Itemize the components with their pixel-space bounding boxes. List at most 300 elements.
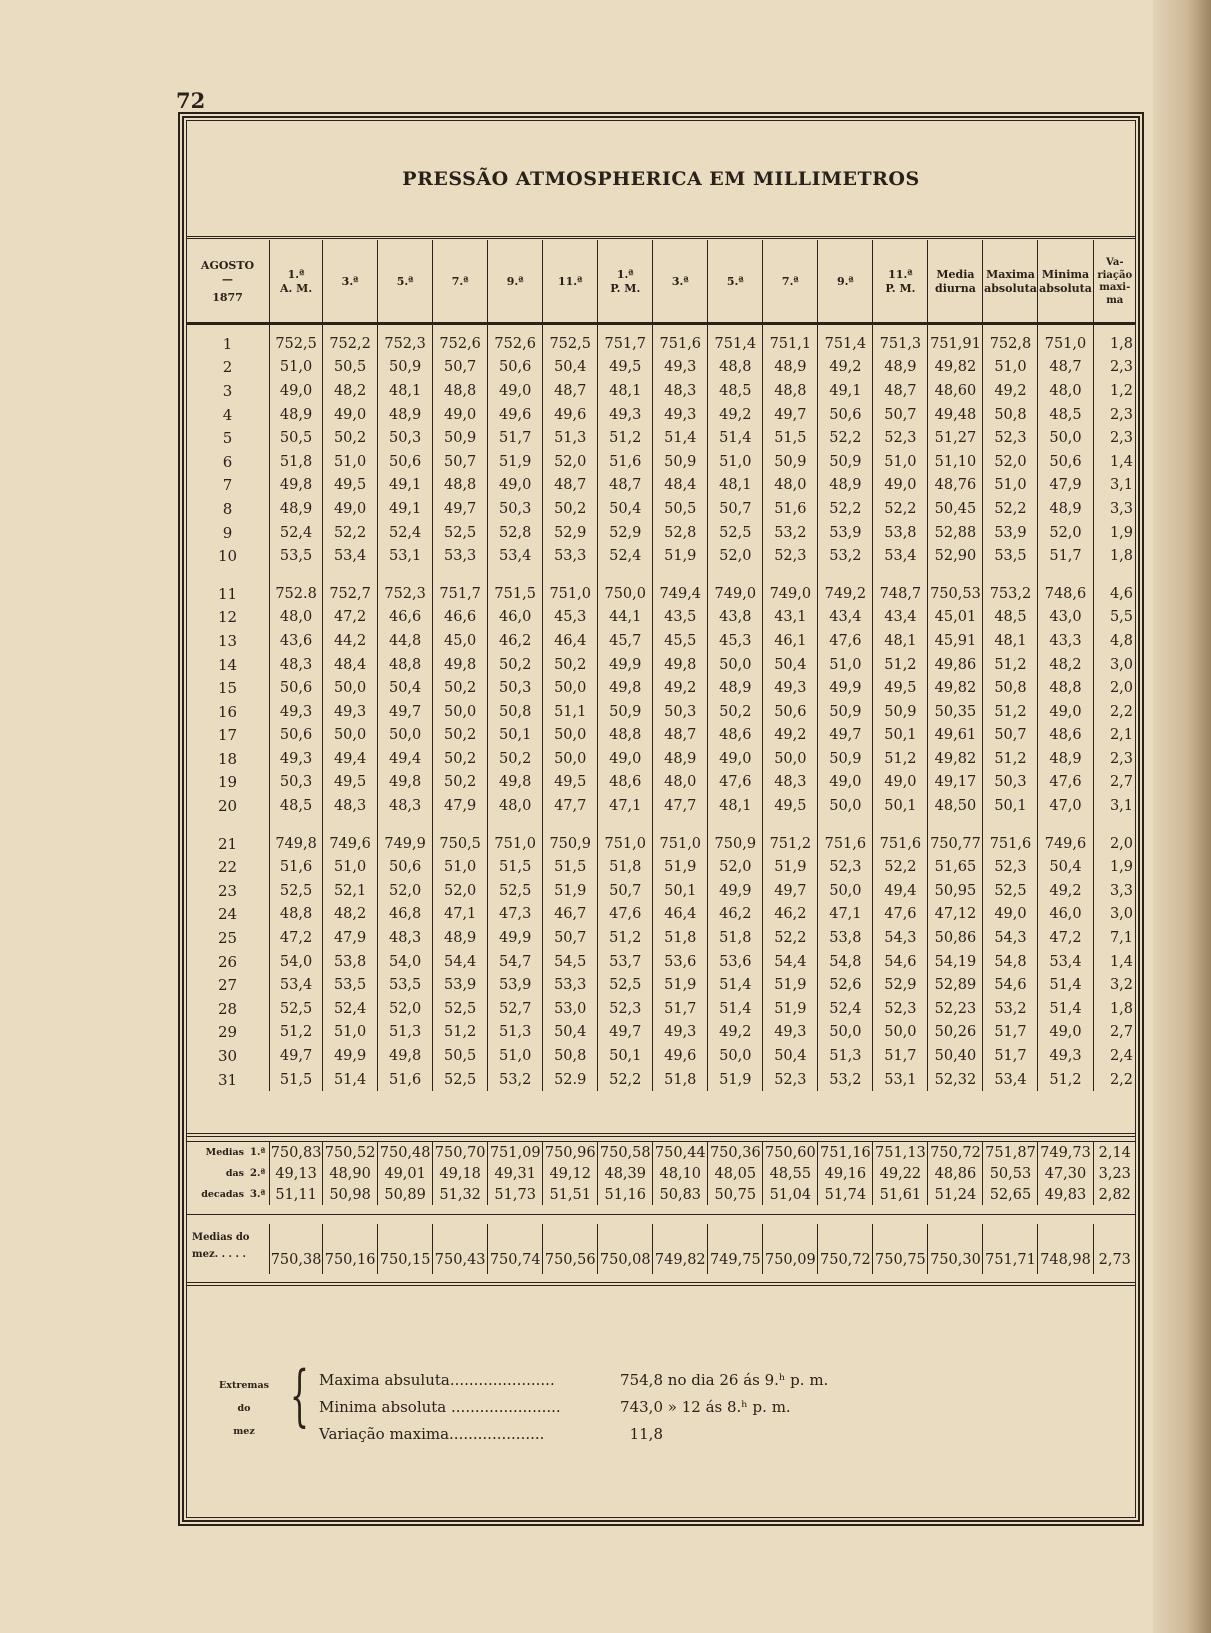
value-cell: 2,3	[1093, 747, 1136, 771]
value-cell: 50,2	[433, 724, 488, 748]
month-mean-cell: 750,72	[818, 1224, 873, 1274]
decade-value-cell: 50,83	[653, 1184, 708, 1205]
header-col-3am	[323, 240, 378, 324]
value-cell: 46,2	[763, 903, 818, 927]
value-cell: 54,5	[543, 950, 598, 974]
value-cell: 54,8	[818, 950, 873, 974]
decade-label-cell	[186, 1184, 270, 1205]
header-col-line1: 3.ª	[341, 275, 359, 289]
header-month	[186, 240, 270, 324]
gap-cell	[186, 568, 270, 582]
value-cell: 48,9	[270, 497, 323, 521]
decade-value-cell: 49,18	[433, 1163, 488, 1184]
value-cell: 50,4	[543, 1021, 598, 1045]
value-cell: 50,0	[543, 747, 598, 771]
header-col-line1: 3.ª	[671, 275, 689, 289]
value-cell: 49,7	[763, 879, 818, 903]
header-col-line1: 11.ª	[888, 268, 913, 282]
gap-cell	[1093, 568, 1136, 582]
header-col-line2: riação	[1097, 269, 1133, 281]
header-col-line2: P. M.	[885, 282, 916, 295]
value-cell: 2,0	[1093, 832, 1136, 856]
header-col-line1: 7.ª	[451, 275, 469, 289]
value-cell: 50,0	[378, 724, 433, 748]
value-cell: 48,3	[763, 771, 818, 795]
value-cell: 47,1	[433, 903, 488, 927]
header-col-9am	[488, 240, 543, 324]
value-cell: 49,3	[1038, 1044, 1093, 1068]
value-cell: 1,4	[1093, 450, 1136, 474]
value-cell: 51,27	[928, 426, 983, 450]
value-cell: 1,8	[1093, 324, 1136, 356]
decade-value-cell: 51,24	[928, 1184, 983, 1205]
value-cell: 47,6	[1038, 771, 1093, 795]
decade-label-word: Medias	[205, 1146, 244, 1158]
decade-value-cell: 751,87	[983, 1142, 1038, 1163]
value-cell: 43,4	[873, 606, 928, 630]
value-cell: 52,5	[433, 521, 488, 545]
value-cell: 50,8	[543, 1044, 598, 1068]
value-cell: 50,1	[873, 724, 928, 748]
value-cell: 51,3	[543, 426, 598, 450]
value-cell: 50,86	[928, 926, 983, 950]
value-cell: 50,3	[378, 426, 433, 450]
value-cell: 50,5	[323, 356, 378, 380]
value-cell: 2,3	[1093, 356, 1136, 380]
value-cell: 51,2	[983, 700, 1038, 724]
value-cell: 50,9	[598, 700, 653, 724]
header-col-line2: A. M.	[279, 282, 313, 295]
value-cell: 54,8	[983, 950, 1038, 974]
day-cell: 3	[222, 381, 233, 400]
value-cell: 48,60	[928, 379, 983, 403]
gap-cell	[433, 818, 488, 832]
value-cell: 52,2	[598, 1068, 653, 1092]
value-cell: 48,7	[543, 474, 598, 498]
decade-value-cell: 51,16	[598, 1184, 653, 1205]
decade-number: 2.ª	[250, 1167, 266, 1179]
value-cell: 50,1	[598, 1044, 653, 1068]
value-cell: 50,9	[818, 700, 873, 724]
value-cell: 50,7	[708, 497, 763, 521]
value-cell: 48,0	[763, 474, 818, 498]
value-cell: 51,6	[763, 497, 818, 521]
table-row	[186, 356, 1136, 380]
gap-cell	[763, 818, 818, 832]
table-row	[186, 747, 1136, 771]
table-row	[186, 653, 1136, 677]
day-cell: 16	[217, 702, 238, 721]
gap-cell	[488, 818, 543, 832]
value-cell: 49,2	[763, 724, 818, 748]
value-cell: 48,1	[708, 794, 763, 818]
decade-label-cell	[186, 1142, 270, 1163]
value-cell: 48,9	[1038, 497, 1093, 521]
value-cell: 749,6	[323, 832, 378, 856]
value-cell: 48,9	[270, 403, 323, 427]
value-cell: 43,6	[270, 629, 323, 653]
value-cell: 48,9	[1038, 747, 1093, 771]
day-cell: 11	[217, 584, 238, 603]
header-col-line1: 9.ª	[836, 275, 854, 289]
value-cell: 50,6	[270, 724, 323, 748]
header-col-line1: 7.ª	[781, 275, 799, 289]
value-cell: 46,0	[1038, 903, 1093, 927]
value-cell: 51,0	[323, 1021, 378, 1045]
value-cell: 751,6	[873, 832, 928, 856]
value-cell: 51,7	[983, 1021, 1038, 1045]
value-cell: 46,2	[488, 629, 543, 653]
gap-cell	[488, 568, 543, 582]
value-cell: 50,5	[653, 497, 708, 521]
value-cell: 52,4	[323, 997, 378, 1021]
gap-cell	[873, 818, 928, 832]
value-cell: 48,8	[433, 474, 488, 498]
value-cell: 49,0	[433, 403, 488, 427]
header-month-label: AGOSTO	[200, 259, 255, 273]
value-cell: 53,2	[818, 544, 873, 568]
header-col-maxima	[983, 240, 1038, 324]
header-col-line1: 5.ª	[396, 275, 414, 289]
value-cell: 49,8	[488, 771, 543, 795]
value-cell: 52,9	[598, 521, 653, 545]
value-cell: 750,9	[543, 832, 598, 856]
decade-value-cell: 50,53	[983, 1163, 1038, 1184]
value-cell: 52,5	[270, 879, 323, 903]
value-cell: 51,4	[1038, 973, 1093, 997]
month-means-label-line2: mez. . . . .	[192, 1249, 246, 1260]
table-row	[186, 879, 1136, 903]
value-cell: 48,6	[598, 771, 653, 795]
value-cell: 750,5	[433, 832, 488, 856]
decade-gap	[186, 568, 1136, 582]
value-cell: 51,9	[763, 997, 818, 1021]
decade-value-cell: 51,61	[873, 1184, 928, 1205]
header-col-minima	[1038, 240, 1093, 324]
decade-value-cell: 48,39	[598, 1163, 653, 1184]
header-col-line2: diurna	[935, 282, 976, 295]
day-cell: 24	[217, 905, 238, 924]
value-cell: 48,8	[1038, 676, 1093, 700]
table-row	[186, 544, 1136, 568]
gap-cell	[378, 568, 433, 582]
value-cell: 751,0	[1038, 324, 1093, 356]
value-cell: 50,4	[763, 1044, 818, 1068]
value-cell: 50,6	[488, 356, 543, 380]
value-cell: 52,3	[873, 426, 928, 450]
header-col-7am	[433, 240, 488, 324]
value-cell: 50,3	[488, 497, 543, 521]
month-mean-cell: 750,43	[433, 1224, 488, 1274]
value-cell: 751,6	[818, 832, 873, 856]
value-cell: 2,7	[1093, 1021, 1136, 1045]
value-cell: 50,7	[598, 879, 653, 903]
extreme-max	[319, 1367, 828, 1394]
decade-value-cell: 3,23	[1093, 1163, 1136, 1184]
decade-value-cell: 48,05	[708, 1163, 763, 1184]
header-col-line1: Minima	[1041, 268, 1090, 282]
value-cell: 51,1	[543, 700, 598, 724]
decade-value-cell: 50,89	[378, 1184, 433, 1205]
value-cell: 48,8	[708, 356, 763, 380]
table-row	[186, 973, 1136, 997]
header-col-5pm	[708, 240, 763, 324]
value-cell: 43,3	[1038, 629, 1093, 653]
value-cell: 50,5	[433, 1044, 488, 1068]
value-cell: 49,7	[270, 1044, 323, 1068]
day-cell: 12	[217, 608, 238, 627]
value-cell: 49,5	[598, 356, 653, 380]
value-cell: 3,2	[1093, 973, 1136, 997]
decade-number: 1.ª	[250, 1146, 266, 1158]
value-cell: 53,4	[983, 1068, 1038, 1092]
value-cell: 48,5	[270, 794, 323, 818]
value-cell: 53,9	[818, 521, 873, 545]
value-cell: 49,5	[543, 771, 598, 795]
value-cell: 53,9	[983, 521, 1038, 545]
value-cell: 52,2	[983, 497, 1038, 521]
table-row	[186, 379, 1136, 403]
decade-value-cell: 51,74	[818, 1184, 873, 1205]
extreme-key: Variação maxima....................	[319, 1425, 545, 1443]
value-cell: 49,3	[653, 356, 708, 380]
gap-cell	[818, 818, 873, 832]
decade-means-row	[186, 1142, 1136, 1163]
value-cell: 749,2	[818, 582, 873, 606]
gap-cell	[270, 568, 323, 582]
decade-value-cell: 749,73	[1038, 1142, 1093, 1163]
value-cell: 52,0	[433, 879, 488, 903]
value-cell: 52,3	[763, 544, 818, 568]
day-cell: 1	[222, 334, 233, 353]
value-cell: 50,2	[543, 653, 598, 677]
value-cell: 51,2	[433, 1021, 488, 1045]
value-cell: 47,9	[1038, 474, 1093, 498]
decade-means-row	[186, 1163, 1136, 1184]
header-col-3pm	[653, 240, 708, 324]
month-mean-cell: 750,15	[378, 1224, 433, 1274]
value-cell: 51,0	[708, 450, 763, 474]
value-cell: 49,3	[763, 1021, 818, 1045]
value-cell: 52,3	[818, 855, 873, 879]
value-cell: 752,3	[378, 324, 433, 356]
value-cell: 52,4	[378, 521, 433, 545]
rule-above-month-means	[186, 1214, 1136, 1215]
header-col-line1: Media	[936, 268, 975, 282]
value-cell: 54,4	[763, 950, 818, 974]
value-cell: 749,4	[653, 582, 708, 606]
value-cell: 52,6	[818, 973, 873, 997]
value-cell: 51,8	[598, 855, 653, 879]
value-cell: 49,5	[763, 794, 818, 818]
value-cell: 750,53	[928, 582, 983, 606]
value-cell: 50,3	[983, 771, 1038, 795]
value-cell: 751,0	[598, 832, 653, 856]
value-cell: 48,7	[653, 724, 708, 748]
value-cell: 46,1	[763, 629, 818, 653]
value-cell: 51,4	[708, 973, 763, 997]
value-cell: 53,4	[1038, 950, 1093, 974]
table-row	[186, 794, 1136, 818]
value-cell: 53,8	[873, 521, 928, 545]
decade-value-cell: 2,14	[1093, 1142, 1136, 1163]
value-cell: 48,0	[488, 794, 543, 818]
table-row	[186, 903, 1136, 927]
value-cell: 748,6	[1038, 582, 1093, 606]
value-cell: 2,2	[1093, 700, 1136, 724]
value-cell: 46,6	[433, 606, 488, 630]
value-cell: 751,2	[763, 832, 818, 856]
value-cell: 53,5	[270, 544, 323, 568]
value-cell: 51,2	[1038, 1068, 1093, 1092]
header-col-line2: absoluta	[1039, 282, 1092, 295]
gap-cell	[983, 568, 1038, 582]
value-cell: 48,9	[653, 747, 708, 771]
value-cell: 3,3	[1093, 497, 1136, 521]
value-cell: 45,91	[928, 629, 983, 653]
value-cell: 51,5	[270, 1068, 323, 1092]
value-cell: 49,4	[323, 747, 378, 771]
value-cell: 52,2	[818, 497, 873, 521]
table-row	[186, 521, 1136, 545]
decade-label-word: decadas	[201, 1188, 244, 1200]
value-cell: 50,6	[378, 450, 433, 474]
value-cell: 48,6	[708, 724, 763, 748]
value-cell: 48,76	[928, 474, 983, 498]
value-cell: 3,1	[1093, 474, 1136, 498]
value-cell: 45,3	[708, 629, 763, 653]
value-cell: 47,9	[323, 926, 378, 950]
month-mean-cell: 750,30	[928, 1224, 983, 1274]
table-body	[186, 324, 1136, 1091]
value-cell: 44,8	[378, 629, 433, 653]
value-cell: 43,4	[818, 606, 873, 630]
value-cell: 48,0	[270, 606, 323, 630]
value-cell: 49,61	[928, 724, 983, 748]
value-cell: 49,6	[653, 1044, 708, 1068]
value-cell: 51,5	[488, 855, 543, 879]
value-cell: 53,1	[873, 1068, 928, 1092]
value-cell: 51,0	[983, 356, 1038, 380]
table-header-row	[186, 240, 1136, 324]
value-cell: 52,0	[543, 450, 598, 474]
decade-value-cell: 48,86	[928, 1163, 983, 1184]
value-cell: 51,0	[873, 450, 928, 474]
value-cell: 51,2	[873, 653, 928, 677]
value-cell: 49,9	[598, 653, 653, 677]
value-cell: 50,1	[488, 724, 543, 748]
decade-value-cell: 51,73	[488, 1184, 543, 1205]
day-cell: 7	[222, 476, 233, 495]
value-cell: 48,9	[873, 356, 928, 380]
value-cell: 48,0	[653, 771, 708, 795]
table-row	[186, 700, 1136, 724]
value-cell: 51,3	[488, 1021, 543, 1045]
value-cell: 53,2	[763, 521, 818, 545]
value-cell: 44,1	[598, 606, 653, 630]
decade-value-cell: 750,52	[323, 1142, 378, 1163]
value-cell: 52,0	[378, 997, 433, 1021]
value-cell: 51,9	[763, 855, 818, 879]
value-cell: 749,8	[270, 832, 323, 856]
value-cell: 50,6	[818, 403, 873, 427]
value-cell: 53,8	[818, 926, 873, 950]
value-cell: 48,4	[323, 653, 378, 677]
decade-gap	[186, 818, 1136, 832]
month-mean-cell: 750,09	[763, 1224, 818, 1274]
value-cell: 49,0	[598, 747, 653, 771]
value-cell: 49,5	[323, 474, 378, 498]
value-cell: 50,1	[873, 794, 928, 818]
day-cell: 10	[217, 547, 238, 566]
day-cell: 30	[217, 1047, 238, 1066]
value-cell: 1,8	[1093, 544, 1136, 568]
value-cell: 48,3	[378, 794, 433, 818]
table-row	[186, 950, 1136, 974]
gap-cell	[270, 818, 323, 832]
value-cell: 45,7	[598, 629, 653, 653]
value-cell: 48,8	[433, 379, 488, 403]
value-cell: 50,9	[433, 426, 488, 450]
table-row	[186, 450, 1136, 474]
value-cell: 49,8	[653, 653, 708, 677]
gap-cell	[323, 818, 378, 832]
extreme-note: no dia 26 ás 9.ʰ p. m.	[667, 1371, 829, 1389]
value-cell: 54,6	[983, 973, 1038, 997]
day-cell: 20	[217, 797, 238, 816]
value-cell: 750,9	[708, 832, 763, 856]
extreme-value: 11,8	[629, 1425, 663, 1443]
value-cell: 47,6	[598, 903, 653, 927]
value-cell: 52,5	[270, 997, 323, 1021]
value-cell: 50,7	[983, 724, 1038, 748]
pressure-table	[186, 240, 1136, 1091]
day-cell: 28	[217, 999, 238, 1018]
value-cell: 50,0	[873, 1021, 928, 1045]
decade-value-cell: 49,83	[1038, 1184, 1093, 1205]
table-row	[186, 855, 1136, 879]
value-cell: 752,8	[983, 324, 1038, 356]
value-cell: 48,9	[378, 403, 433, 427]
value-cell: 50,2	[323, 426, 378, 450]
value-cell: 53,5	[323, 973, 378, 997]
value-cell: 53,2	[983, 997, 1038, 1021]
table-row	[186, 403, 1136, 427]
value-cell: 48,8	[270, 903, 323, 927]
value-cell: 52,90	[928, 544, 983, 568]
value-cell: 51,9	[488, 450, 543, 474]
value-cell: 51,2	[598, 926, 653, 950]
value-cell: 52,3	[983, 855, 1038, 879]
value-cell: 49,3	[653, 403, 708, 427]
value-cell: 53,4	[270, 973, 323, 997]
value-cell: 49,3	[323, 700, 378, 724]
value-cell: 50,40	[928, 1044, 983, 1068]
value-cell: 3,0	[1093, 903, 1136, 927]
value-cell: 48,3	[378, 926, 433, 950]
value-cell: 52,1	[323, 879, 378, 903]
value-cell: 52,4	[598, 544, 653, 568]
value-cell: 52,2	[763, 926, 818, 950]
value-cell: 51,4	[708, 426, 763, 450]
header-col-line2: absoluta	[984, 282, 1037, 295]
value-cell: 51,5	[763, 426, 818, 450]
value-cell: 49,5	[323, 771, 378, 795]
value-cell: 49,2	[818, 356, 873, 380]
value-cell: 48,2	[1038, 653, 1093, 677]
value-cell: 51,9	[653, 855, 708, 879]
decade-value-cell: 49,13	[270, 1163, 323, 1184]
